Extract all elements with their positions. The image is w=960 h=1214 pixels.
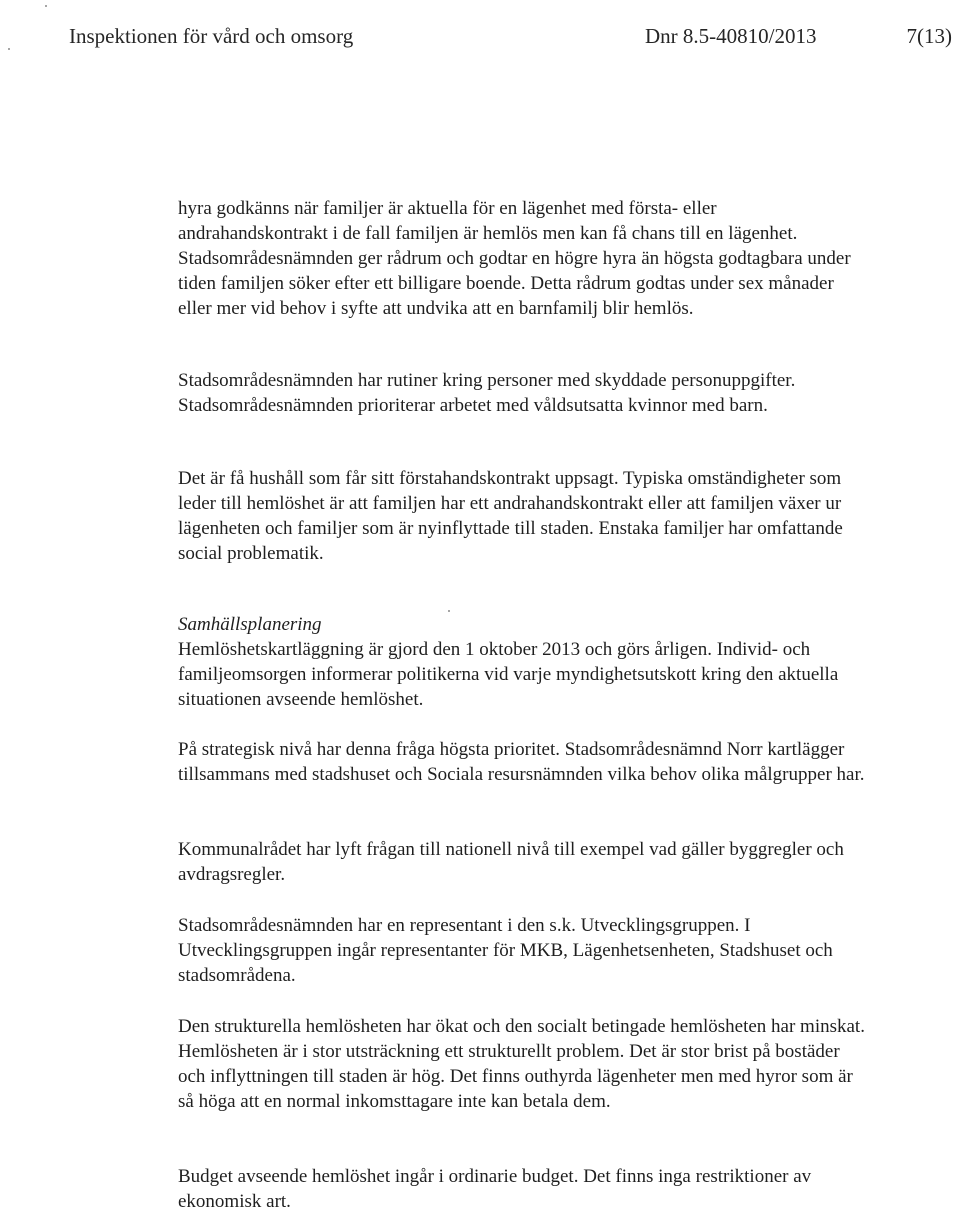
paragraph-protected-identity: Stadsområdesnämnden har rutiner kring personer med skyddade personuppgifter. Stadsområdesnämnden prioriterar arbetet med våldsutsatta kvinnor med barn. bbox=[178, 370, 796, 416]
paragraph-rent-approval: hyra godkänns när familjer är aktuella för en lägenhet med första- eller andrahandskontrakt i de fall familjen är hemlös men kan få chans till en lägenhet. Stadsområdesnämnden ger rådrum och godtar en högre hyra än högsta godtagbara under tiden familjen söker efter ett billigare boende. Detta rådrum godtas under sex månader eller mer vid behov i syfte att undvika att en barnfamilj blir hemlös. bbox=[178, 198, 851, 319]
body-paragraph bbox=[178, 368, 868, 418]
header-organization: Inspektionen för vård och omsorg bbox=[69, 24, 354, 48]
body-paragraph bbox=[178, 466, 868, 566]
body-paragraph bbox=[178, 1014, 868, 1114]
body-paragraph bbox=[178, 837, 868, 887]
paragraph-strategic-priority: På strategisk nivå har denna fråga högsta prioritet. Stadsområdesnämnd Norr kartlägger tillsammans med stadshuset och Sociala resursnämnden vilka behov olika målgrupper har. bbox=[178, 739, 865, 785]
header-reference-number: Dnr 8.5-40810/2013 bbox=[645, 24, 817, 48]
paragraph-development-group: Stadsområdesnämnden har en representant i den s.k. Utvecklingsgruppen. I Utvecklingsgruppen ingår representanter för MKB, Lägenhetsenheten, Stadshuset och stadsområdena. bbox=[178, 915, 833, 986]
body-paragraph bbox=[178, 1164, 868, 1214]
header-page-number: 7(13) bbox=[906, 24, 952, 48]
body-paragraph bbox=[178, 737, 868, 787]
section-samhallsplanering bbox=[178, 612, 868, 712]
paragraph-budget: Budget avseende hemlöshet ingår i ordinarie budget. Det finns inga restriktioner av ekonomisk art. bbox=[178, 1166, 812, 1212]
paragraph-homelessness-survey: Hemlöshetskartläggning är gjord den 1 oktober 2013 och görs årligen. Individ- och familjeomsorgen informerar politikerna vid varje myndighetsutskott kring den aktuella situationen avseende hemlöshet. bbox=[178, 639, 839, 710]
paragraph-structural-homelessness: Den strukturella hemlösheten har ökat och den socialt betingade hemlösheten har minskat. Hemlösheten är i stor utsträckning ett strukturellt problem. Det är stor brist på bostäder och inflyttningen till staden är hög. Det finns outhyrda lägenheter men med hyror som är så höga att en normal inkomsttagare inte kan betala dem. bbox=[178, 1016, 865, 1112]
scan-speck bbox=[45, 5, 47, 7]
section-heading: Samhällsplanering bbox=[178, 614, 322, 635]
paragraph-municipal-council: Kommunalrådet har lyft frågan till nationell nivå till exempel vad gäller byggregler och avdragsregler. bbox=[178, 839, 844, 885]
body-paragraph bbox=[178, 196, 868, 321]
paragraph-eviction-causes: Det är få hushåll som får sitt förstahandskontrakt uppsagt. Typiska omständigheter som leder till hemlöshet är att familjen har ett andrahandskontrakt eller att familjen växer ur lägenheten och familjer som är nyinflyttade till staden. Enstaka familjer har omfattande social problematik. bbox=[178, 468, 843, 564]
body-paragraph bbox=[178, 913, 868, 988]
page-header bbox=[0, 22, 960, 52]
